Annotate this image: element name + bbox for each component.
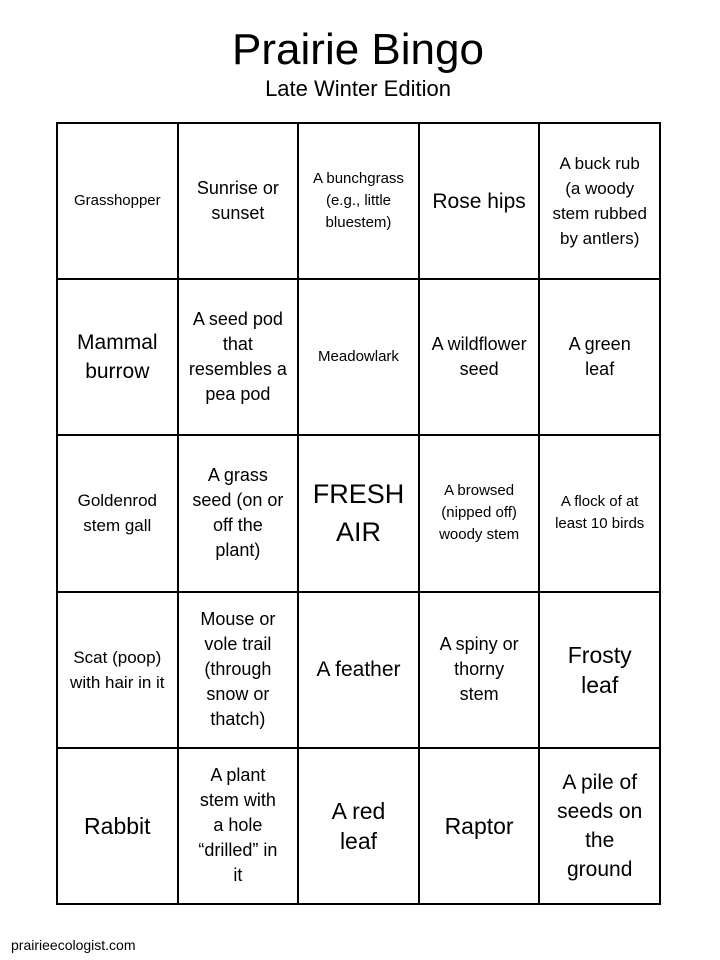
page-subtitle: Late Winter Edition [265, 76, 451, 101]
bingo-cell-label: Raptor [444, 812, 514, 839]
bingo-cell-label: Rose hips [432, 189, 526, 213]
bingo-cell-label: A buck rub (a woody stem rubbed by antlers) [552, 154, 647, 249]
bingo-cell-label: A seed pod that resembles a pea pod [188, 309, 287, 405]
bingo-cell-label: Grasshopper [73, 192, 161, 210]
bingo-cell-label: Mammal burrow [77, 331, 158, 384]
bingo-cell[interactable] [179, 593, 300, 749]
bingo-cell-label: Rabbit [84, 812, 151, 839]
bingo-cell[interactable] [420, 124, 541, 280]
bingo-board [56, 122, 661, 905]
bingo-cell-label: A spiny or thorny stem [439, 634, 519, 705]
bingo-cell-label: A red leaf [331, 797, 386, 854]
bingo-cell[interactable] [58, 280, 179, 436]
bingo-cell-label: A wildflower seed [431, 334, 527, 380]
bingo-cell[interactable] [58, 593, 179, 749]
bingo-cell[interactable] [299, 436, 420, 592]
bingo-cell-label: A pile of seeds on the ground [557, 770, 643, 881]
bingo-cell-label: Frosty leaf [567, 641, 632, 698]
bingo-cell-label: A flock of at least 10 birds [555, 493, 645, 533]
bingo-cell[interactable] [179, 749, 300, 905]
bingo-cell[interactable] [58, 124, 179, 280]
bingo-cell[interactable] [540, 436, 661, 592]
bingo-cell[interactable] [540, 280, 661, 436]
bingo-cell-label: Sunrise or sunset [196, 178, 279, 224]
bingo-cell[interactable] [540, 593, 661, 749]
bingo-cell-label: A grass seed (on or off the plant) [192, 465, 284, 561]
source-url: prairieecologist.com [11, 937, 136, 953]
bingo-cell[interactable] [179, 280, 300, 436]
bingo-cell[interactable] [420, 280, 541, 436]
bingo-cell[interactable] [540, 124, 661, 280]
bingo-cell-label: A green leaf [568, 334, 631, 380]
bingo-cell[interactable] [299, 280, 420, 436]
bingo-cell-label: A bunchgrass (e.g., little bluestem) [313, 170, 404, 232]
bingo-cell[interactable] [58, 436, 179, 592]
bingo-cell[interactable] [299, 124, 420, 280]
bingo-cell[interactable] [299, 593, 420, 749]
bingo-cell-label: Scat (poop) with hair in it [70, 647, 165, 692]
bingo-cell-label: A plant stem with a hole “drilled” in it [198, 765, 278, 886]
bingo-cell-label: Goldenrod stem gall [77, 491, 157, 536]
bingo-cell[interactable] [179, 124, 300, 280]
bingo-cell[interactable] [299, 749, 420, 905]
bingo-cell-label: FRESH AIR [312, 479, 405, 548]
bingo-cell[interactable] [420, 749, 541, 905]
bingo-cell[interactable] [58, 749, 179, 905]
bingo-cell-label: A feather [316, 658, 401, 682]
bingo-cell[interactable] [420, 436, 541, 592]
bingo-cell[interactable] [179, 436, 300, 592]
bingo-cell[interactable] [420, 593, 541, 749]
bingo-cell-label: Mouse or vole trail (through snow or thatch) [200, 609, 276, 730]
page-title: Prairie Bingo [232, 25, 484, 74]
bingo-cell-label: Meadowlark [318, 348, 399, 366]
bingo-cell[interactable] [540, 749, 661, 905]
bingo-cell-label: A browsed (nipped off) woody stem [439, 482, 520, 544]
